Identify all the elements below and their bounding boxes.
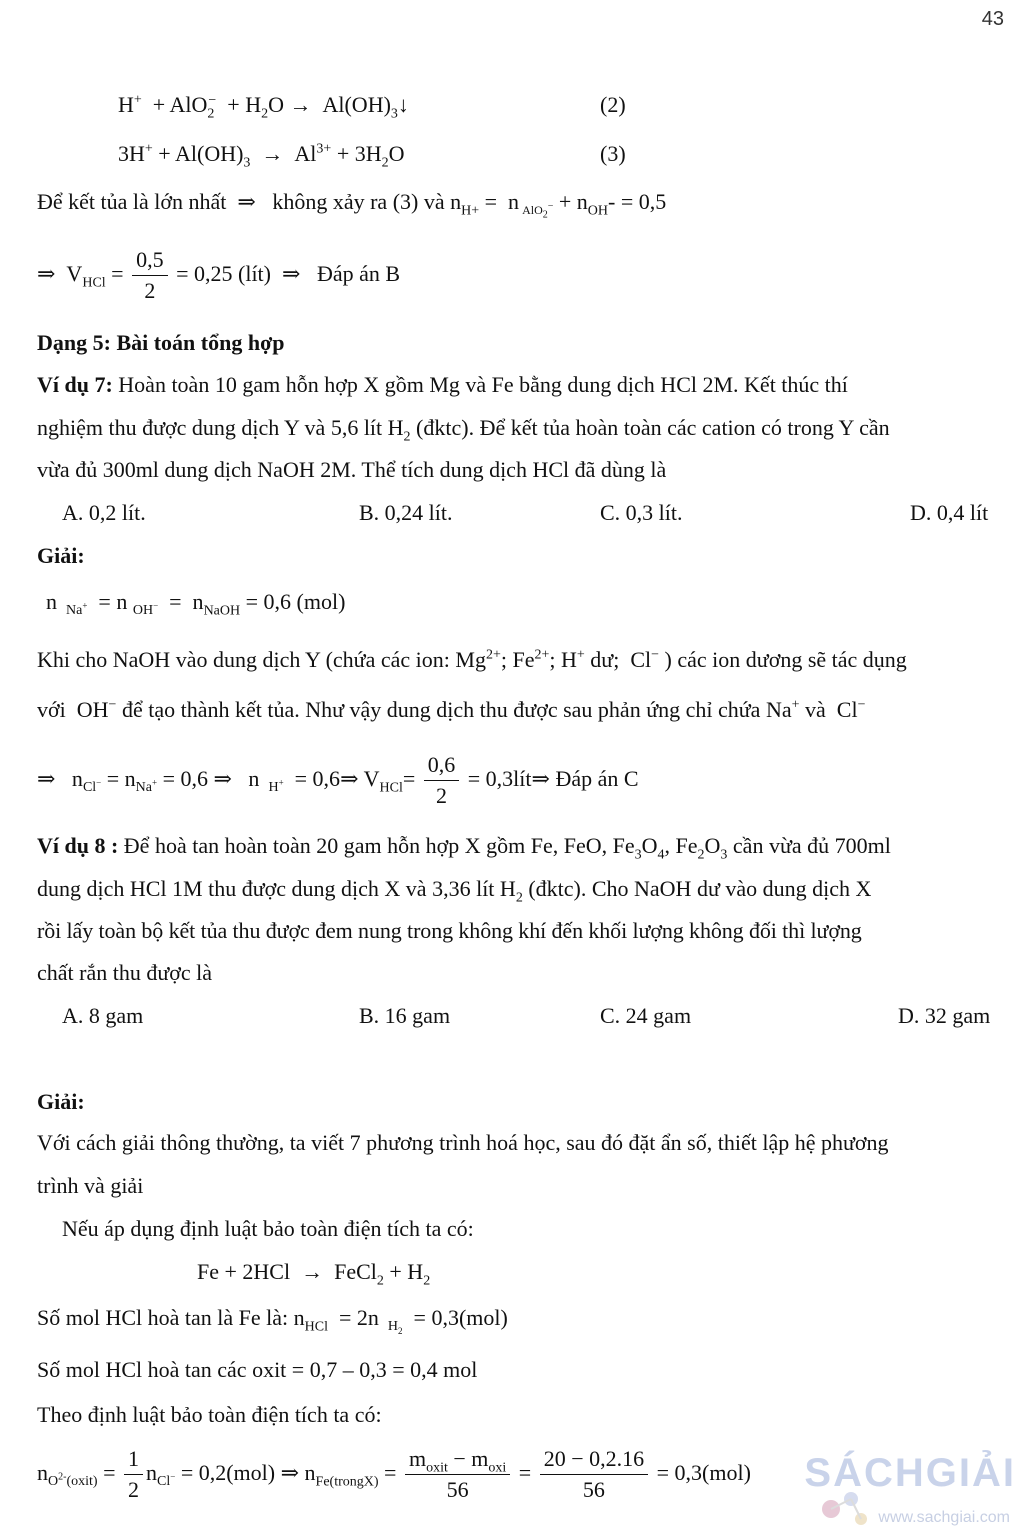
ex8-option-a: A. 8 gam — [62, 1003, 144, 1028]
sol8-text-4a: Số mol HCl hoà tan là Fe là: n — [37, 1305, 305, 1330]
example-7-text-2a: nghiệm thu được dung dịch Y và 5,6 lít H — [37, 415, 404, 440]
page-number: 43 — [981, 8, 1004, 30]
ex7-option-b: B. 0,24 lít. — [359, 500, 453, 525]
example-7-text-1: Hoàn toàn 10 gam hỗn hợp X gồm Mg và Fe bằng dung dịch HCl 2M. Kết thúc thí — [118, 372, 848, 397]
solution-8-line-5: Số mol HCl hoà tan các oxit = 0,7 – 0,3 = 0,4 mol — [37, 1357, 478, 1382]
solution-8-line-2: trình và giải — [37, 1173, 144, 1198]
example-8-line-4: chất rắn thu được là — [37, 960, 213, 985]
example-8-text-2a: dung dịch HCl 1M thu được dung dịch X và 3,36 lít H — [37, 876, 516, 901]
half-numerator: 1 — [124, 1446, 143, 1475]
watermark-brand: SÁCHGIẢI — [804, 1451, 1016, 1495]
frac2-numerator: 20 − 0,2.16 — [540, 1446, 648, 1475]
sachgiai-watermark-logo — [804, 1439, 1016, 1529]
example-8-line-3: rồi lấy toàn bộ kết tủa thu được đem nung trong không khí đến khối lượng không đối thì lượng — [37, 918, 862, 943]
vhcl-result: = 0,25 (lít) — [176, 260, 271, 286]
frac2-denominator: 56 — [582, 1477, 605, 1503]
calc-denominator: 2 — [436, 783, 448, 809]
answer-c: Đáp án C — [555, 765, 639, 791]
ex8-option-d: D. 32 gam — [898, 1003, 991, 1028]
n-na-result: = 0,6 (mol) — [245, 589, 346, 614]
half-denominator: 2 — [128, 1477, 139, 1503]
solution-8-line-1: Với cách giải thông thường, ta viết 7 phương trình hoá học, sau đó đặt ẩn số, thiết lập hệ phương — [37, 1130, 889, 1155]
condition-text: Để kết tủa là lớn nhất — [37, 189, 227, 214]
example-7-line-1 — [37, 372, 1005, 398]
naoh-text-1c: dư; — [590, 647, 620, 672]
naoh-line-2: với OH− để tạo thành kết tủa. Như vậy dung dịch thu được sau phản ứng chỉ chứa Na+ và Cl− — [37, 697, 866, 722]
solution-label-1: Giải: — [37, 543, 85, 568]
reaction-3-label: (3) — [600, 141, 626, 166]
calc-line-ex7: ⇒ $n_{Cl^-} = n_{Na^+} = 0,6$ ⇒ n $_{H^+}$ = 0,6⇒ $V_{HCl}=$ $\frac{0,6}{2}$ = 0,3lít⇒ Đáp án C — [37, 752, 639, 809]
condition-result: = 0,5 — [620, 189, 667, 214]
watermark-url: www.sachgiai.com — [878, 1509, 1010, 1526]
final-result: = 0,3(mol) — [656, 1459, 751, 1485]
example-7-line-3: vừa đủ 300ml dung dịch NaOH 2M. Thể tích dung dịch HCl đã dùng là — [37, 457, 667, 482]
equation-lhs: Fe + 2HCl — [197, 1259, 291, 1284]
section-title: Dạng 5: Bài toán tổng hợp — [37, 330, 285, 355]
example-8-text-1b: cần vừa đủ 700ml — [732, 833, 891, 858]
solution-label-2: Giải: — [37, 1089, 85, 1114]
example-8-line-2: dung dịch HCl 1M thu được dung dịch X và 3,36 lít $H_2$ (đktc). Cho NaOH dư vào dung dịch X — [37, 876, 872, 906]
calc-result: = 0,3lít — [467, 765, 532, 791]
reaction-3: $3H^+ + Al(OH)_3 \to Al^{3+} + 3H_2O$ — [118, 141, 405, 171]
vhcl-numerator: 0,5 — [132, 247, 168, 276]
ex7-option-c: C. 0,3 lít. — [600, 500, 683, 525]
solution-8-equation: Fe + 2HCl → FeCl$_2$ + $H_2$ — [197, 1259, 431, 1289]
final-mid: = 0,2(mol) — [180, 1459, 276, 1485]
ex7-option-a: A. 0,2 lít. — [62, 500, 146, 525]
frac1-denominator: 56 — [446, 1477, 469, 1503]
naoh-text-1d: ) các ion dương sẽ tác dụng — [664, 647, 907, 672]
naoh-text-2a: với — [37, 697, 66, 722]
solution-8-line-6: Theo định luật bảo toàn điện tích ta có: — [37, 1402, 382, 1427]
calc-b: = 0,6 — [294, 765, 341, 791]
example-8-line-1: Ví dụ 8 : Để hoà tan hoàn toàn 20 gam hỗn hợp X gồm Fe, FeO, $Fe_3O_4$, $Fe_2O_3$ cần vừa đủ 700ml — [37, 833, 891, 863]
n-na-line: n $_{Na^+}$ = n $_{OH^-} = n_{NaOH} = 0,6$ (mol) — [46, 589, 346, 619]
example-8-text-1: Để hoà tan hoàn toàn 20 gam hỗn hợp X gồm Fe, FeO, Fe — [123, 833, 635, 858]
naoh-text-2c: và — [805, 697, 826, 722]
vhcl-denominator: 2 — [144, 278, 156, 304]
condition-text-2: không xảy ra (3) và n — [272, 189, 462, 214]
naoh-text-1b: ; H — [549, 647, 577, 672]
example-8-text-2b: (đktc). Cho NaOH dư vào dung dịch X — [528, 876, 872, 901]
calc-a: = 0,6 — [162, 765, 208, 791]
solution-8-line-4: Số mol HCl hoà tan là Fe là: $n_{HCl} = 2n$ $_{H_2}$ = 0,3(mol) — [37, 1305, 508, 1337]
sol8-text-4c: = 0,3(mol) — [413, 1305, 508, 1330]
reaction-2: $H^+ + AlO_2^- + H_2O$ → $Al(OH)_3↓$ — [118, 92, 409, 122]
example-8-label: Ví dụ 8 : — [37, 833, 119, 858]
ex8-option-b: B. 16 gam — [359, 1003, 451, 1028]
answer-b: Đáp án B — [316, 260, 401, 286]
n-na-eq: = n — [98, 589, 128, 614]
vhcl-line: ⇒ $V_{HCl}$ = $\frac{0,5}{2}$ = 0,25 (lít) ⇒ Đáp án B — [37, 247, 401, 304]
reaction-2-label: (2) — [600, 92, 626, 117]
sol8-text-4b: = 2n — [339, 1305, 379, 1330]
naoh-line-1: Khi cho NaOH vào dung dịch Y (chứa các ion: $Mg^{2+}$; $Fe^{2+}$; H+ dư; Cl− ) các ion dương sẽ tác dụng — [37, 647, 907, 672]
ex7-option-d: D. 0,4 lít — [910, 500, 989, 525]
example-7-line-2: nghiệm thu được dung dịch Y và 5,6 lít $H_2$ (đktc). Để kết tủa hoàn toàn các cation có trong Y cần — [37, 415, 890, 445]
final-n: n — [37, 1459, 48, 1485]
solution-8-line-3: Nếu áp dụng định luật bảo toàn điện tích ta có: — [62, 1216, 474, 1241]
naoh-text-2b: để tạo thành kết tủa. Như vậy dung dịch thu được sau phản ứng chỉ chứa Na — [121, 697, 792, 722]
final-equation: $n_{O^{2-}(oxit)}$ = $\frac{1}{2}$ $n_{Cl^-} = 0,2(mol)$ ⇒ $n_{Fe(trongX)}$ = $\frac{m_{oxit} - m_{oxi}}{56}$ = $\frac{20 - 0,2.16}{56}$ = 0,3(mol) — [37, 1446, 751, 1503]
calc-numerator: 0,6 — [424, 752, 460, 781]
ex8-option-c: C. 24 gam — [600, 1003, 692, 1028]
example-7-label: Ví dụ 7: — [37, 372, 113, 397]
example-7-text-2b: (đktc). Để kết tủa hoàn toàn các cation có trong Y cần — [416, 415, 890, 440]
naoh-text-1a: Khi cho NaOH vào dung dịch Y (chứa các ion: Mg — [37, 647, 486, 672]
condition-line: Để kết tủa là lớn nhất ⇒ không xảy ra (3) và $n_{H+} = n$ $_{AlO_2^-} + n_{OH}- = 0,5$ — [37, 189, 667, 221]
